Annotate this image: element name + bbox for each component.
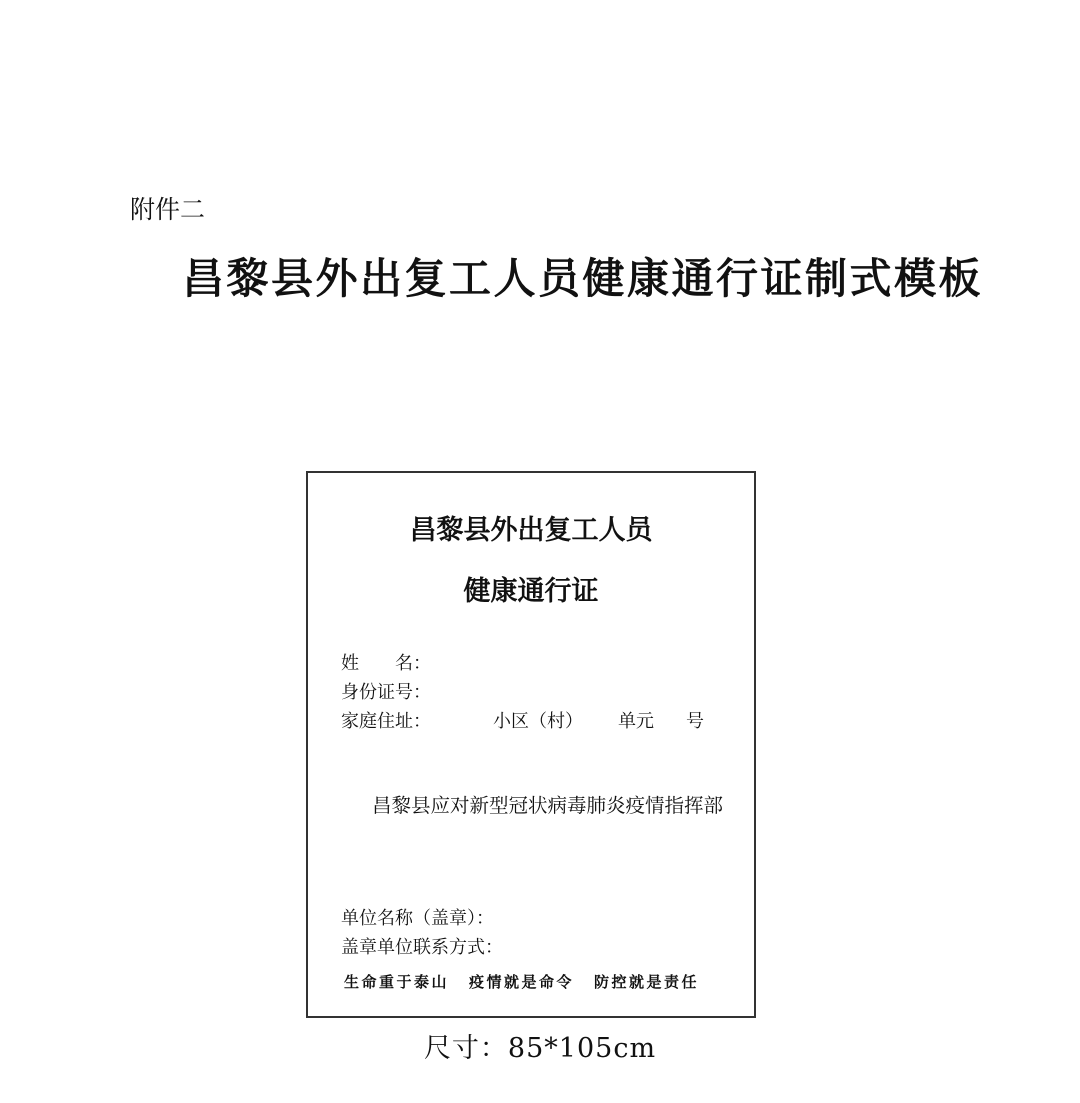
attachment-label: 附件二 <box>130 195 206 224</box>
health-pass-template <box>306 471 756 1018</box>
contact-label: 盖章单位联系方式： <box>341 937 503 958</box>
card-title-line1: 昌黎县外出复工人员 <box>409 515 653 546</box>
address-community: 小区（村） <box>493 711 583 732</box>
slogan-3: 防控就是责任 <box>594 973 700 991</box>
size-note: 尺寸：85*105cm <box>423 1033 657 1064</box>
slogan-2: 疫情就是命令 <box>469 973 575 991</box>
card-title-line2: 健康通行证 <box>463 576 599 607</box>
page-title: 昌黎县外出复工人员健康通行证制式模板 <box>182 254 984 303</box>
issuer: 昌黎县应对新型冠状病毒肺炎疫情指挥部 <box>372 794 724 817</box>
id-label: 身份证号： <box>341 682 431 703</box>
slogan <box>344 975 719 990</box>
name-label: 姓 名： <box>341 653 431 674</box>
address-number: 号 <box>686 711 704 732</box>
address-unit: 单元 <box>618 711 654 732</box>
org-label: 单位名称（盖章）： <box>341 908 494 929</box>
slogan-1: 生命重于泰山 <box>344 973 450 991</box>
address-label: 家庭住址： <box>341 711 431 732</box>
